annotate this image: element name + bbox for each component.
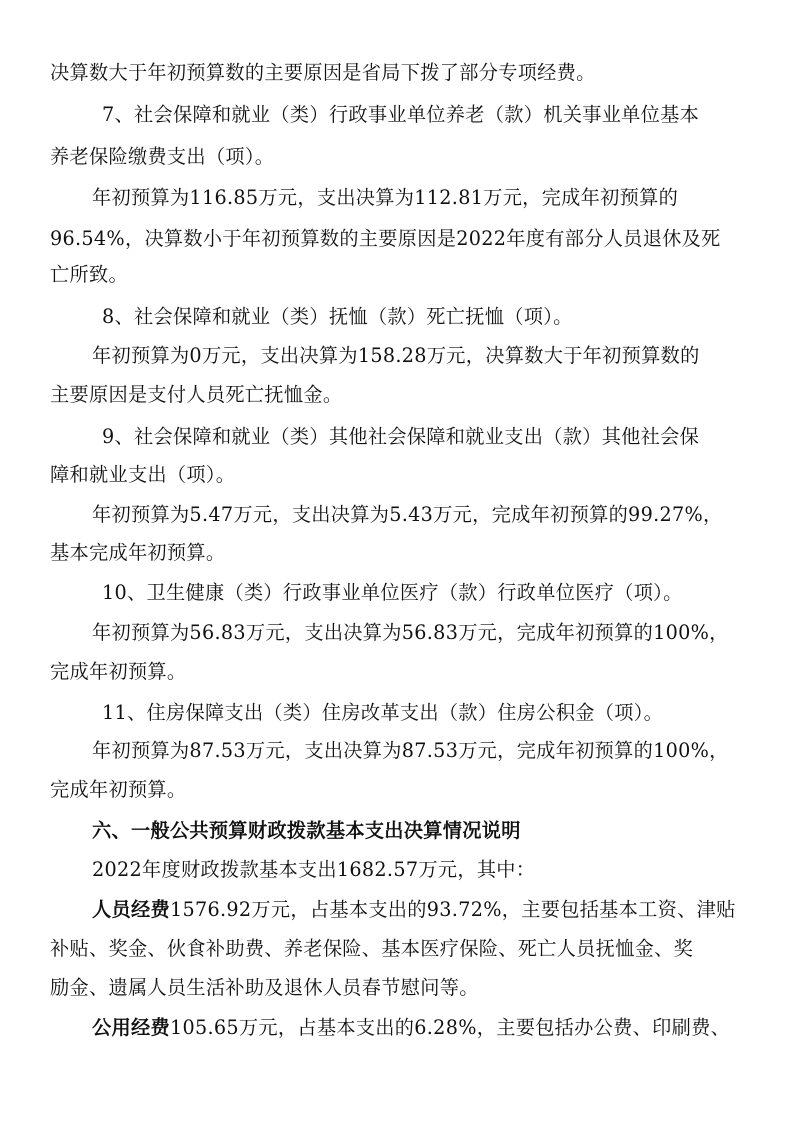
text-line: 决算数大于年初预算数的主要原因是省局下拨了部分专项经费。 — [50, 61, 596, 84]
item-10-title: 10、卫生健康（类）行政事业单位医疗（款）行政单位医疗（项）。 — [102, 581, 683, 604]
text-line: 障和就业支出（项）。 — [50, 463, 236, 486]
text-line: 励金、遗属人员生活补助及退休人员春节慰问等。 — [50, 976, 479, 999]
text-line — [92, 895, 736, 925]
item-9-title: 9、社会保障和就业（类）其他社会保障和就业支出（款）其他社会保 — [102, 425, 700, 448]
text-line: 亡所致。 — [50, 263, 128, 286]
text-line: 96.54%，决算数小于年初预算数的主要原因是2022年度有部分人员退休及死 — [50, 227, 721, 250]
item-8-title: 8、社会保障和就业（类）抚恤（款）死亡抚恤（项）。 — [102, 305, 573, 328]
item-7-title: 7、社会保障和就业（类）行政事业单位养老（款）机关事业单位基本 — [102, 103, 700, 126]
text-line: 年初预算为87.53万元，支出决算为87.53万元，完成年初预算的100%， — [92, 739, 729, 762]
text-line: 年初预算为0万元，支出决算为158.28万元，决算数大于年初预算数的 — [92, 344, 700, 367]
text-line: 年初预算为5.47万元，支出决算为5.43万元，完成年初预算的99.27%， — [92, 503, 723, 526]
text-line: 2022年度财政拨款基本支出1682.57万元，其中： — [92, 858, 536, 881]
personnel-expenses-label: 人员经费 — [92, 898, 170, 921]
text-line: 完成年初预算。 — [50, 660, 187, 683]
item-11-title: 11、住房保障支出（类）住房改革支出（款）住房公积金（项）。 — [102, 701, 664, 724]
text-line: 年初预算为56.83万元，支出决算为56.83万元，完成年初预算的100%， — [92, 621, 729, 644]
text-line: 完成年初预算。 — [50, 778, 187, 801]
public-expenses-text: 105.65万元，占基本支出的6.28%，主要包括办公费、印刷费、 — [169, 1016, 731, 1039]
text-line: 基本完成年初预算。 — [50, 541, 226, 564]
personnel-expenses-text: 1576.92万元，占基本支出的93.72%，主要包括基本工资、津贴 — [169, 898, 736, 921]
section-heading: 六、一般公共预算财政拨款基本支出决算情况说明 — [92, 819, 521, 842]
public-expenses-label: 公用经费 — [92, 1016, 170, 1039]
text-line — [92, 1013, 730, 1043]
text-line: 补贴、奖金、伙食补助费、养老保险、基本医疗保险、死亡人员抚恤金、奖 — [50, 937, 694, 960]
text-line: 养老保险缴费支出（项）。 — [50, 145, 275, 168]
text-line: 年初预算为116.85万元，支出决算为112.81万元，完成年初预算的 — [92, 186, 679, 209]
text-line: 主要原因是支付人员死亡抚恤金。 — [50, 383, 343, 406]
